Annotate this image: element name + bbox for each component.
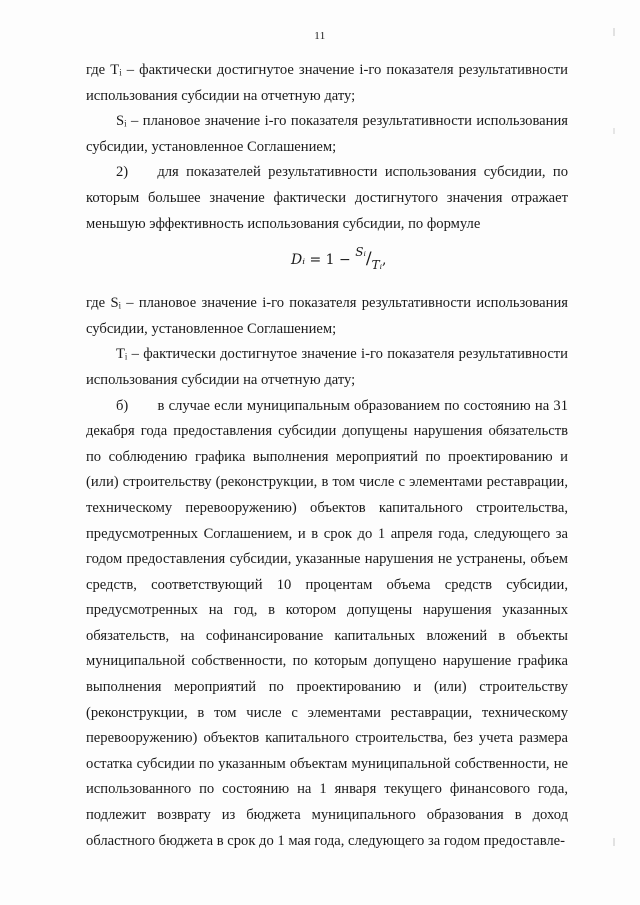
paragraph-ti-definition-2: Tᵢ – фактически достигнутое значение i-го показателя результативности использования субсидии на отчетную дату; [86, 346, 568, 388]
paragraph-si-definition-2: где Sᵢ – плановое значение i-го показателя результативности использования субсидии, установленное Соглашением; [86, 295, 568, 337]
formula-lhs: Dᵢ [291, 252, 306, 269]
document-body [86, 58, 568, 854]
paragraph-item-b: б) в случае если муниципальным образованием по состоянию на 31 декабря года предоставления субсидии допущены нарушения обязательств по соблюдению графика выполнения мероприятий по проектированию и (или) строительству (реконструкции, в том числе с элементами реставрации, техническому перевооружению) объектов капитального строительства, предусмотренных Соглашением, и в срок до 1 апреля года, следующего за годом предоставления субсидии, указанные нарушения не устранены, объем средств, соответствующий 10 процентам объема средств субсидии, предусмотренных на год, в котором допущены нарушения указанных обязательств, на софинансирование капитальных вложений в объекты муниципальной собственности, по которым допущено нарушение графика выполнения мероприятий по проектированию и (или) строительству (реконструкции, в том числе с элементами реставрации, техническому перевооружению) объектов капитального строительства, без учета размера остатка субсидии по указанным объектам муниципальной собственности, не использованного по состоянию на 1 января текущего финансового года, подлежит возврату из бюджета муниципального образования в доход областного бюджета в срок до 1 мая года, следующего за годом предоставле- [86, 397, 568, 849]
scan-margin-marks [610, 8, 618, 868]
formula-slash: / [365, 249, 372, 270]
formula-denominator: Tᵢ [371, 258, 383, 273]
paragraph-si-definition: Sᵢ – плановое значение i-го показателя результативности использования субсидии, установленное Соглашением; [86, 113, 568, 155]
formula-numerator: Sᵢ [355, 245, 366, 260]
formula-row [86, 243, 568, 285]
formula-trail: , [382, 252, 387, 269]
formula-equals: = 1 − [309, 252, 351, 269]
page-number: 11 [314, 30, 326, 42]
paragraph-ti-definition: где Tᵢ – фактически достигнутое значение i-го показателя результативности использования субсидии на отчетную дату; [86, 62, 568, 104]
paragraph-item-2: 2) для показателей результативности использования субсидии, по которым большее значение фактически достигнутого значения отражает меньшую эффективность использования субсидии, по формуле [86, 164, 568, 232]
formula [291, 247, 386, 274]
